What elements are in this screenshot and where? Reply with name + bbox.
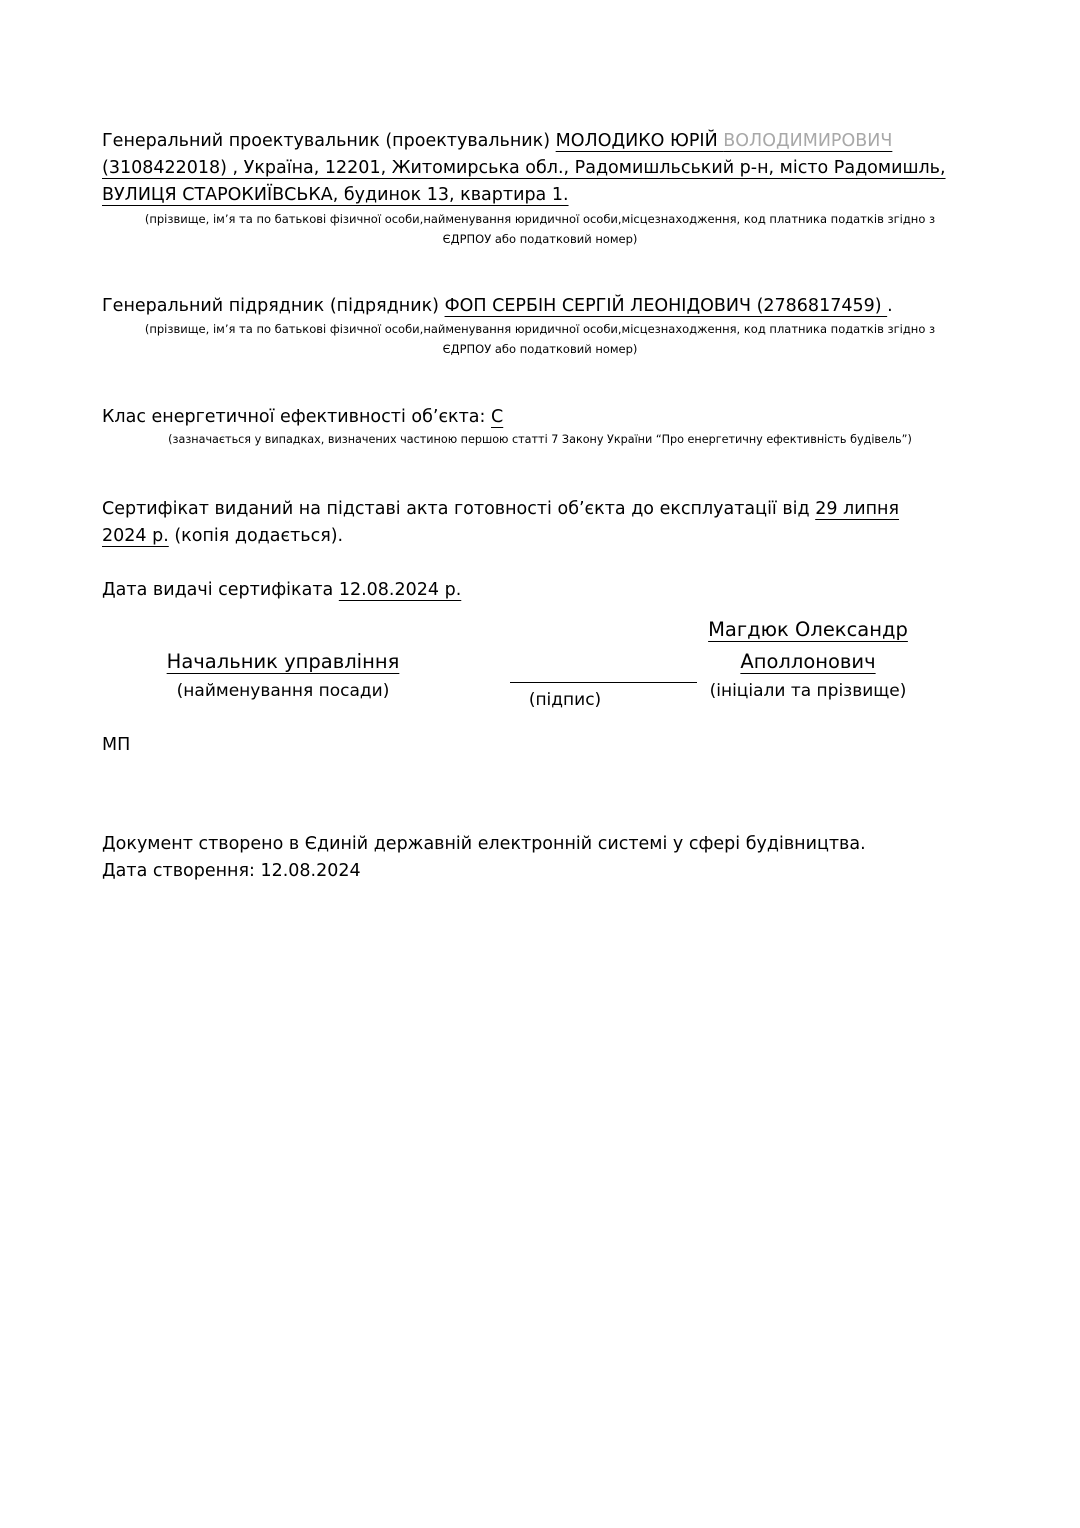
footer-line-1: Документ створено в Єдиній державній електронній системі у сфері будівництва. — [102, 834, 866, 854]
general-contractor-note-line-1: (прізвище, ім’я та по батькові фізичної особи,найменування юридичної особи,місцезнаходження, код платника податків згідно з — [144, 322, 936, 336]
general-designer-name-patronymic: ВОЛОДИМИРОВИЧ — [723, 131, 893, 151]
signer-position-wrap — [128, 647, 438, 677]
general-designer-address-1: (3108422018) , Україна, 12201, Житомирська обл., Радомишльський р-н, місто Радомишль, — [102, 158, 946, 178]
signer-name-line-1-wrap — [658, 615, 958, 645]
general-designer-note-line-1: (прізвище, ім’я та по батькові фізичної особи,найменування юридичної особи,місцезнаходження, код платника податків згідно з — [144, 212, 936, 226]
general-contractor-line — [102, 293, 893, 320]
issue-date-value: 12.08.2024 р. — [338, 580, 462, 600]
general-designer-name-main: МОЛОДИКО ЮРІЙ — [555, 131, 724, 151]
certificate-basis-text: Сертифікат виданий на підставі акта готовності об’єкта до експлуатації від — [102, 499, 816, 519]
issue-date-label: Дата видачі сертифіката — [102, 580, 339, 600]
general-designer-line-1 — [102, 128, 892, 155]
energy-class-label: Клас енергетичної ефективності об’єкта: — [102, 407, 491, 427]
certificate-basis-date-part-2: 2024 р. — [102, 526, 169, 546]
certificate-basis-date-part-1: 29 липня — [815, 499, 900, 519]
signer-position: Начальник управління — [166, 650, 400, 673]
energy-class-note: (зазначається у випадках, визначених частиною першою статті 7 Закону України “Про енергетичну ефективність будівель”) — [168, 433, 912, 446]
certificate-basis-line-1 — [102, 496, 899, 523]
general-designer-label: Генеральний проектувальник (проектувальник) — [102, 131, 556, 151]
signer-name-line-2-wrap — [658, 647, 958, 677]
certificate-basis-suffix: (копія додається). — [168, 526, 344, 546]
general-contractor-value: ФОП СЕРБІН СЕРГІЙ ЛЕОНІДОВИЧ (2786817459) — [444, 296, 888, 316]
signature-caption: (підпис) — [528, 690, 602, 710]
certificate-basis-line-2 — [102, 523, 343, 550]
general-designer-name — [556, 131, 893, 151]
general-designer-note-line-2: ЄДРПОУ або податковий номер) — [442, 232, 638, 246]
general-contractor-label: Генеральний підрядник (підрядник) — [102, 296, 445, 316]
general-designer-note — [102, 209, 978, 249]
footer-line-2: Дата створення: 12.08.2024 — [102, 861, 361, 881]
energy-class-line — [102, 404, 503, 431]
signer-name-caption: (ініціали та прізвище) — [709, 681, 907, 701]
general-contractor-note — [102, 319, 978, 359]
general-contractor-note-line-2: ЄДРПОУ або податковий номер) — [442, 342, 638, 356]
signer-name-line-2: Аполлонович — [740, 650, 876, 673]
stamp-label: МП — [102, 735, 131, 755]
general-designer-line-3 — [102, 182, 569, 209]
energy-class-value: C — [491, 407, 504, 427]
general-designer-address-2: ВУЛИЦЯ СТАРОКИЇВСЬКА, будинок 13, квартира 1. — [102, 185, 569, 205]
signer-name-line-1: Магдюк Олександр — [708, 618, 908, 641]
general-contractor-suffix: . — [887, 296, 893, 316]
general-designer-line-2 — [102, 155, 946, 182]
signer-position-caption: (найменування посади) — [176, 681, 390, 701]
issue-date-line — [102, 577, 461, 604]
